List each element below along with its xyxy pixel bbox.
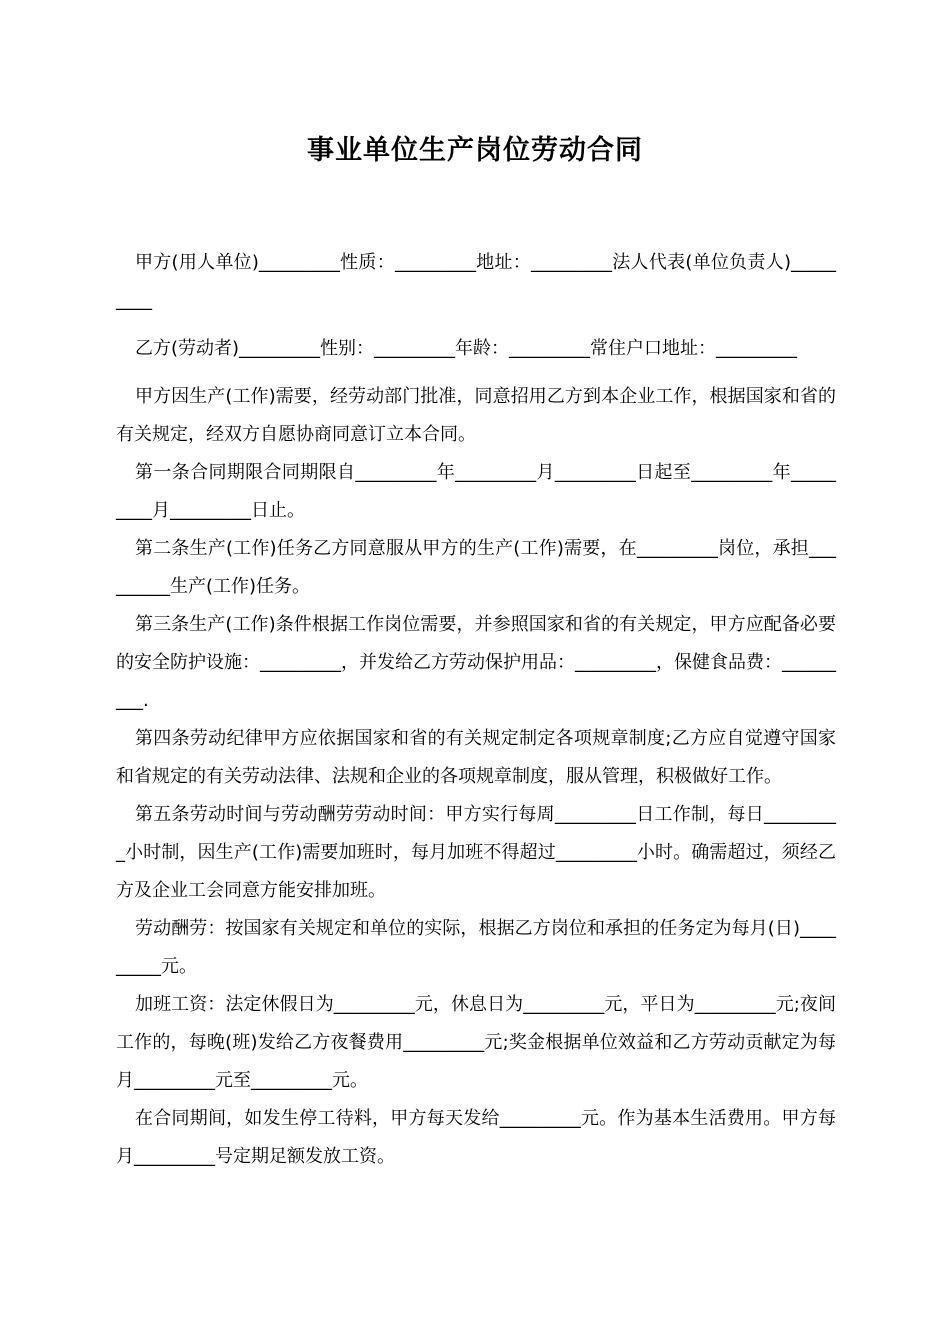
preamble-paragraph: 甲方因生产(工作)需要，经劳动部门批准，同意招用乙方到本企业工作，根据国家和省的有关规定，经双方自愿协商同意订立本合同。 xyxy=(116,386,836,445)
article-1-contract-term: 第一条合同期限合同期限自_________年_________月_________日起至_________年_________月_________日止。 xyxy=(116,462,836,521)
document-body xyxy=(116,244,836,1176)
party-a-info: 甲方(用人单位)_________性质：_________地址：_________法人代表(单位负责人)_________ xyxy=(116,252,836,311)
party-b-info: 乙方(劳动者)_________性别：_________年龄：_________常住户口地址：_________ xyxy=(135,338,798,359)
document-title: 事业单位生产岗位劳动合同 xyxy=(307,135,643,166)
article-5-working-hours: 第五条劳动时间与劳动酬劳劳动时间：甲方实行每周_________日工作制，每日_________小时制，因生产(工作)需要加班时，每月加班不得超过_________小时。确需超过，须经乙方及企业工会同意方能安排加班。 xyxy=(116,804,836,901)
overtime-pay-paragraph: 加班工资：法定休假日为_________元，休息日为_________元，平日为_________元;夜间工作的，每晚(班)发给乙方夜餐费用_________元;奖金根据单位效益和乙方劳动贡献定为每月_________元至_________元。 xyxy=(116,994,836,1091)
article-3-working-conditions: 第三条生产(工作)条件根据工作岗位需要，并参照国家和省的有关规定，甲方应配备必要的安全防护设施：_________，并发给乙方劳动保护用品：_________，保健食品费：_________. xyxy=(116,614,836,711)
article-2-production-task: 第二条生产(工作)任务乙方同意服从甲方的生产(工作)需要，在_________岗位，承担_________生产(工作)任务。 xyxy=(116,538,836,597)
article-4-labor-discipline: 第四条劳动纪律甲方应依据国家和省的有关规定制定各项规章制度;乙方应自觉遵守国家和省规定的有关劳动法律、法规和企业的各项规章制度，服从管理，积极做好工作。 xyxy=(116,728,836,787)
labor-remuneration-paragraph: 劳动酬劳：按国家有关规定和单位的实际，根据乙方岗位和承担的任务定为每月(日)_________元。 xyxy=(116,918,836,977)
work-stoppage-paragraph: 在合同期间，如发生停工待料，甲方每天发给_________元。作为基本生活费用。甲方每月_________号定期足额发放工资。 xyxy=(116,1108,836,1167)
